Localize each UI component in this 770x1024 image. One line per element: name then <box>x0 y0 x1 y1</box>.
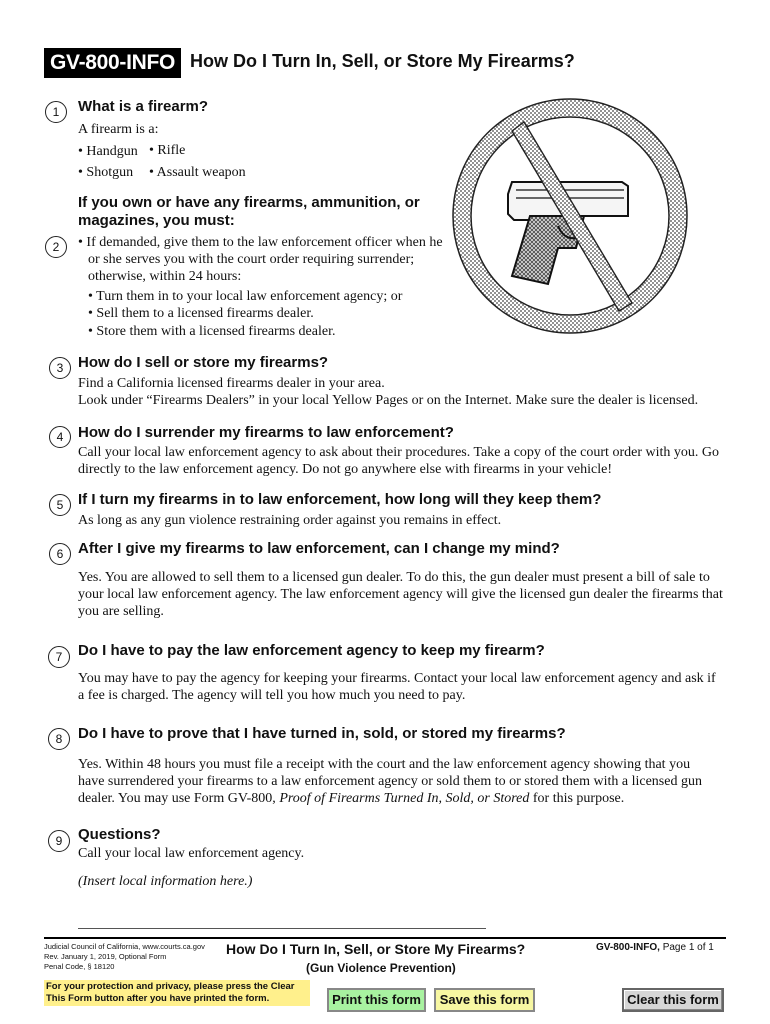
section-number-9: 9 <box>48 830 70 852</box>
list-item: • Assault weapon <box>149 165 246 180</box>
no-firearms-icon <box>452 98 688 334</box>
question-heading: How do I surrender my firearms to law enforcement? <box>78 424 454 441</box>
obligation-heading: magazines, you must: <box>78 212 235 229</box>
body-text: Find a California licensed firearms dealer in your area. <box>78 376 385 391</box>
footer-page: Page 1 of 1 <box>662 942 714 953</box>
footer-rule <box>44 937 726 939</box>
body-text: otherwise, within 24 hours: <box>88 269 242 284</box>
list-item: • Handgun <box>78 144 138 159</box>
section-number-1: 1 <box>45 101 67 123</box>
question-heading: What is a firearm? <box>78 98 209 115</box>
body-text: directly to the law enforcement agency. Do not go anywhere else with firearms in your vehicle! <box>78 462 613 477</box>
list-item: • Rifle <box>149 143 186 158</box>
section-number-3: 3 <box>49 357 71 379</box>
body-text: Yes. You are allowed to sell them to a licensed gun dealer. To do this, the gun dealer must present a bill of sale to <box>78 570 710 585</box>
question-heading: After I give my firearms to law enforcement, can I change my mind? <box>78 540 560 557</box>
privacy-line: For your protection and privacy, please press the Clear <box>46 981 295 992</box>
body-text: A firearm is a: <box>78 122 159 137</box>
list-item: • Turn them in to your local law enforcement agency; or <box>88 289 403 304</box>
list-item: • Shotgun <box>78 165 134 180</box>
body-text: or she serves you with the court order requiring surrender; <box>88 252 415 267</box>
obligation-heading: If you own or have any firearms, ammunition, or <box>78 194 420 211</box>
section-number-5: 5 <box>49 494 71 516</box>
privacy-notice <box>44 980 310 1006</box>
section-number-7: 7 <box>48 646 70 668</box>
body-text: you are selling. <box>78 604 164 619</box>
section-number-4: 4 <box>49 426 71 448</box>
question-heading: Do I have to prove that I have turned in, sold, or stored my firearms? <box>78 725 566 742</box>
privacy-line: This Form button after you have printed the form. <box>46 993 270 1004</box>
body-text: As long as any gun violence restraining order against you remains in effect. <box>78 513 502 528</box>
body-text: Look under “Firearms Dealers” in your local Yellow Pages or on the Internet. Make sure the dealer is licensed. <box>78 393 699 408</box>
body-text-segment: for this purpose. <box>529 791 625 806</box>
question-heading: Do I have to pay the law enforcement agency to keep my firearm? <box>78 642 545 659</box>
body-text: your local law enforcement agency. The law enforcement agency will give the licensed gun dealer the firearms that <box>78 587 723 602</box>
list-item: • Store them with a licensed firearms dealer. <box>88 324 336 339</box>
insert-local-info: (Insert local information here.) <box>78 874 253 889</box>
clear-button[interactable]: Clear this form <box>622 988 724 1012</box>
footer-code: Penal Code, § 18120 <box>44 962 115 971</box>
save-button[interactable]: Save this form <box>434 988 535 1012</box>
footer-subtitle: (Gun Violence Prevention) <box>306 961 456 975</box>
body-text <box>78 790 624 807</box>
section-number-8: 8 <box>48 728 70 750</box>
divider <box>78 928 486 929</box>
list-item: • Sell them to a licensed firearms dealer. <box>88 306 314 321</box>
body-text: You may have to pay the agency for keeping your firearms. Contact your local law enforcement agency and ask if <box>78 671 716 686</box>
footer-revision: Rev. January 1, 2019, Optional Form <box>44 952 167 961</box>
footer-council: Judicial Council of California, www.courts.ca.gov <box>44 942 205 951</box>
question-heading: How do I sell or store my firearms? <box>78 354 329 371</box>
question-heading: Questions? <box>78 826 161 843</box>
section-number-2: 2 <box>45 236 67 258</box>
section-number-6: 6 <box>49 543 71 565</box>
body-text: a fee is charged. The agency will tell you how much you need to pay. <box>78 688 466 703</box>
body-text: have surrendered your firearms to a law enforcement agency or sold them to or stored them with a licensed gun <box>78 774 702 789</box>
question-heading: If I turn my firearms in to law enforcement, how long will they keep them? <box>78 491 602 508</box>
body-text: Call your local law enforcement agency. <box>78 846 305 861</box>
page-title: How Do I Turn In, Sell, or Store My Firearms? <box>190 51 575 71</box>
form-id-badge: GV-800-INFO <box>44 48 181 78</box>
footer-form-id: GV-800-INFO, <box>596 942 660 953</box>
footer-title: How Do I Turn In, Sell, or Store My Firearms? <box>226 941 526 957</box>
body-text: Yes. Within 48 hours you must file a receipt with the court and the law enforcement agency showing that you <box>78 757 691 772</box>
form-title-reference: Proof of Firearms Turned In, Sold, or Stored <box>279 791 530 806</box>
body-text-segment: dealer. You may use Form GV-800, <box>78 791 280 806</box>
body-text: • If demanded, give them to the law enforcement officer when he <box>78 235 443 250</box>
print-button[interactable]: Print this form <box>327 988 426 1012</box>
body-text: Call your local law enforcement agency to ask about their procedures. Take a copy of the court order with you. Go <box>78 445 719 460</box>
